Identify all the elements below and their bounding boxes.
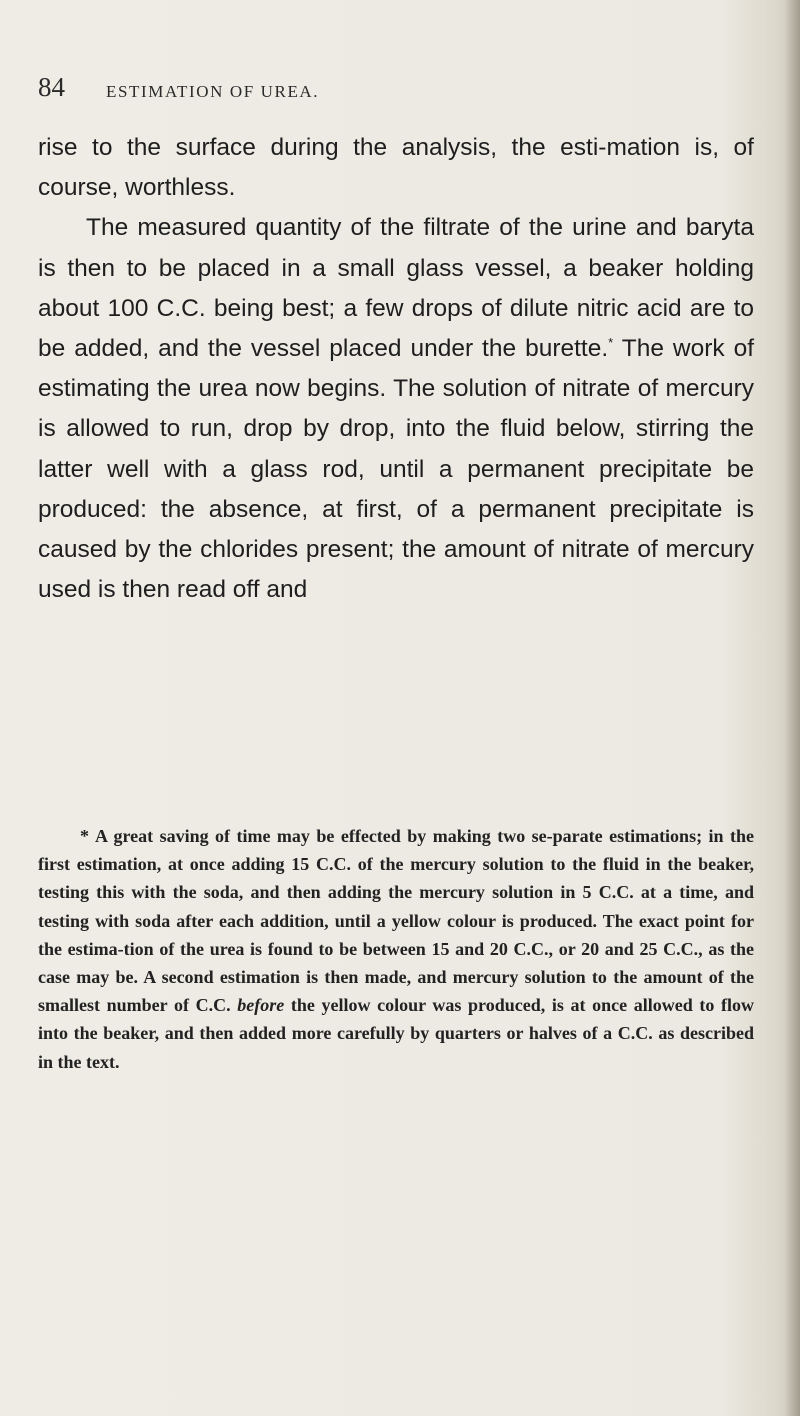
paragraph-1: rise to the surface during the analysis, the esti-mation is, of course, worthless.	[38, 134, 754, 202]
footnote-emphasis: before	[237, 995, 285, 1016]
paragraph-2	[38, 208, 754, 610]
running-title: ESTIMATION OF UREA.	[106, 82, 320, 101]
footnote-marker: *	[80, 826, 89, 846]
footnote	[38, 822, 754, 1076]
page-edge-shadow	[784, 0, 800, 1416]
paragraph-2-part-1: The measured quantity of the filtrate of the urine and baryta is then to be placed in a small glass vessel, a beaker holding about 100 C.C. being best; a few drops of dilute nitric acid are to be added, and the vessel placed under the burette.	[38, 214, 754, 363]
footnote-text-part-2: the yellow colour was produced, is at once allowed to flow into the beaker, and then added more carefully by quarters or halves of a C.C. as described in the text.	[38, 995, 755, 1072]
footnote-reference-mark[interactable]: *	[608, 334, 614, 350]
paragraph-2-part-2: The work of estimating the urea now begins. The solution of nitrate of mercury is allowed to run, drop by drop, into the fluid below, stirring the latter well with a glass rod, until a permanent precipitate be produced: the absence, at first, of a permanent precipitate is caused by the chlorides present; the amount of nitrate of mercury used is then read off and	[38, 335, 754, 604]
footnote-text-part-1: A great saving of time may be effected by making two se-parate estimations; in the first estimation, at once adding 15 C.C. of the mercury solution to the fluid in the beaker, testing this with the soda, and then adding the mercury solution in 5 C.C. at a time, and testing with soda after each addition, until a yellow colour is produced. The exact point for the estima-tion of the urea is found to be between 15 and 20 C.C., or 20 and 25 C.C., as the case may be. A second estimation is then made, and mercury solution to the amount of the smallest number of C.C.	[38, 826, 754, 1016]
page-number: 84	[38, 72, 65, 102]
body-text	[38, 128, 754, 610]
running-head	[38, 72, 758, 112]
